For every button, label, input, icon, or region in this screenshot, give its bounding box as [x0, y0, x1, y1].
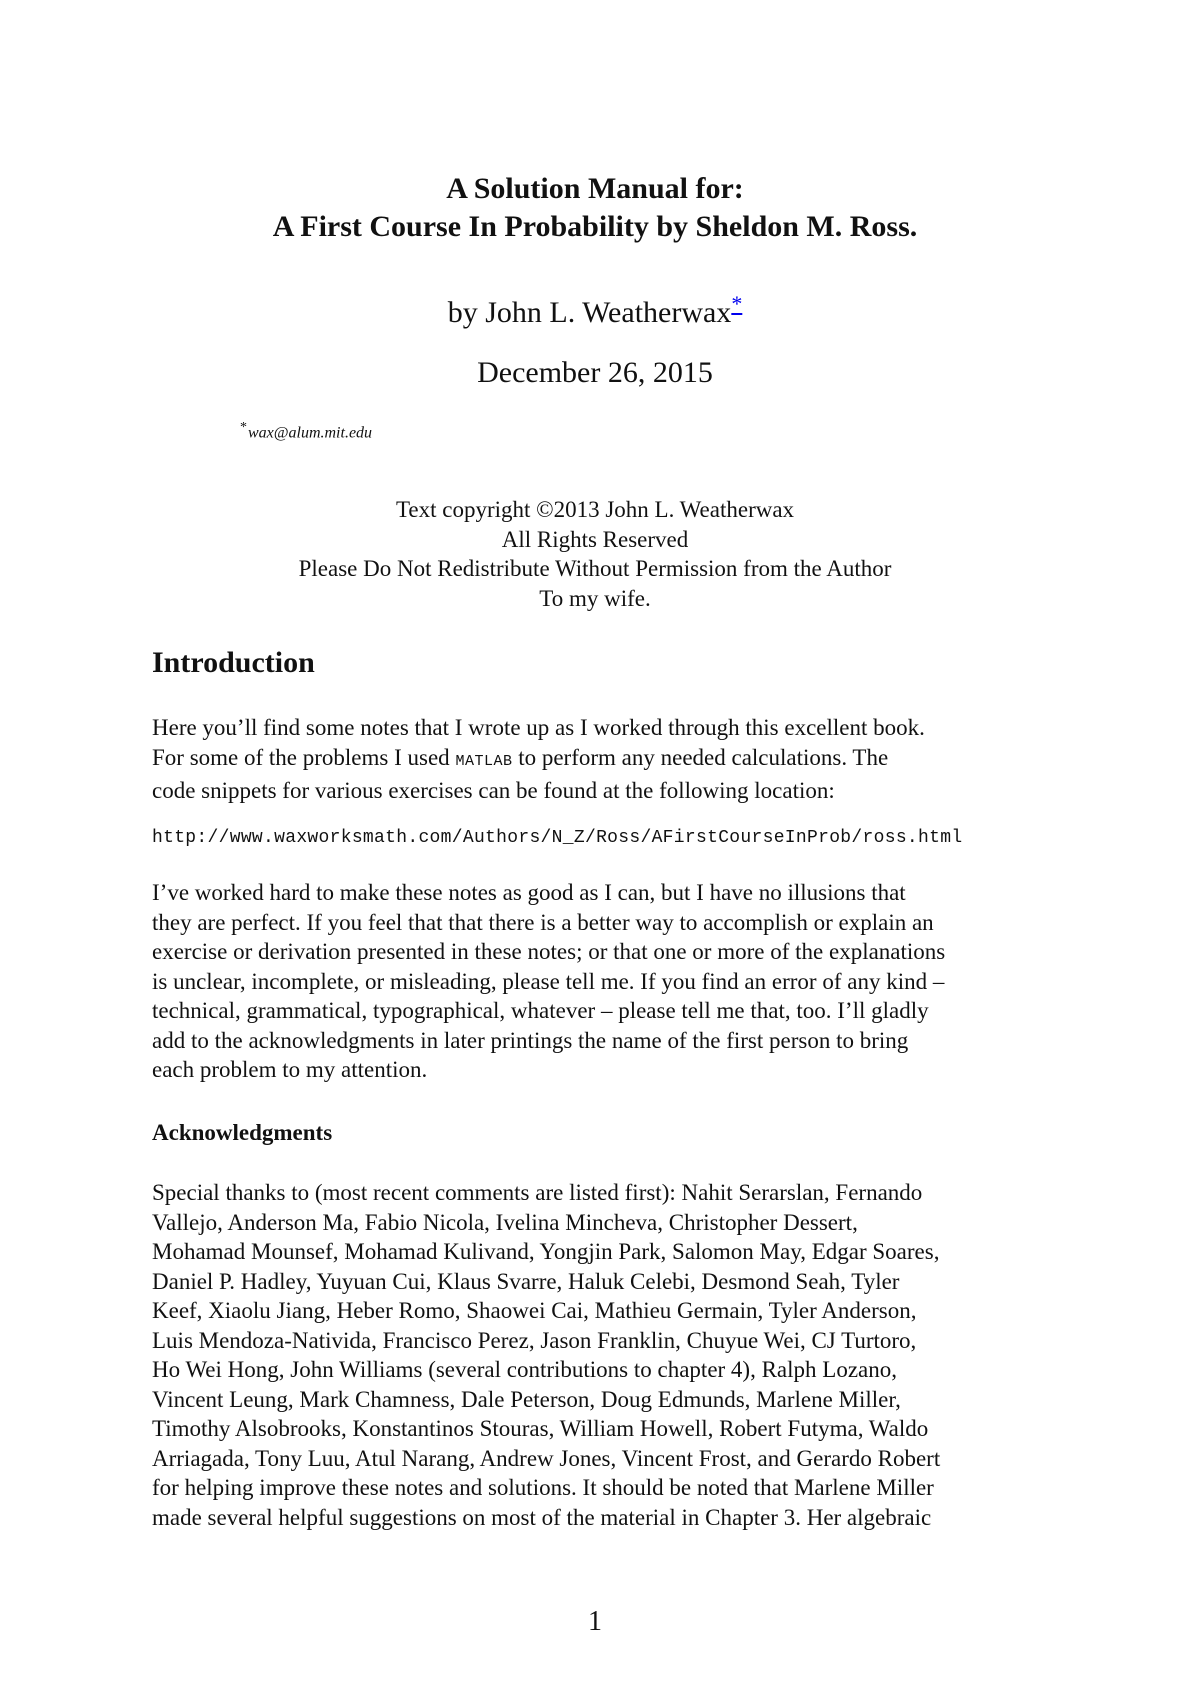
- text-line: add to the acknowledgments in later printings the name of the first person to bring: [152, 1027, 909, 1053]
- code-term: MATLAB: [455, 752, 513, 770]
- subheading-acknowledgments: Acknowledgments: [152, 1120, 333, 1145]
- text-line: they are perfect. If you feel that that there is a better way to accomplish or explain an: [152, 909, 934, 935]
- footnote: [240, 420, 372, 442]
- text-segment: to perform any needed calculations. The: [512, 744, 889, 770]
- footnote-email: wax@alum.mit.edu: [248, 424, 373, 442]
- text-line: Daniel P. Hadley, Yuyuan Cui, Klaus Svarre, Haluk Celebi, Desmond Seah, Tyler: [152, 1268, 900, 1294]
- text-line: I’ve worked hard to make these notes as good as I can, but I have no illusions that: [152, 880, 906, 905]
- title-block: [0, 170, 1190, 246]
- document-date: December 26, 2015: [477, 356, 713, 389]
- text-line: Here you’ll find some notes that I wrote up as I worked through this excellent book.: [152, 715, 925, 740]
- title-line-1: A Solution Manual for:: [446, 172, 744, 205]
- copyright-line-3: Please Do Not Redistribute Without Permission from the Author: [298, 556, 892, 581]
- text-line: Luis Mendoza-Nativida, Francisco Perez, Jason Franklin, Chuyue Wei, CJ Turtoro,: [152, 1327, 917, 1353]
- text-line: Ho Wei Hong, John Williams (several contributions to chapter 4), Ralph Lozano,: [152, 1357, 897, 1382]
- text-line: is unclear, incomplete, or misleading, please tell me. If you find an error of any kind –: [152, 968, 945, 994]
- page-number: 1: [588, 1606, 602, 1637]
- introduction-paragraph-2: [152, 878, 1052, 1085]
- copyright-line-2: All Rights Reserved: [501, 526, 689, 552]
- text-line: Special thanks to (most recent comments are listed first): Nahit Serarslan, Fernando: [152, 1180, 923, 1205]
- copyright-line-1: Text copyright ©2013 John L. Weatherwax: [395, 497, 795, 522]
- footnote-link[interactable]: *: [731, 291, 743, 316]
- code-url[interactable]: http://www.waxworksmath.com/Authors/N_Z/Ross/AFirstCourseInProb/ross.html: [152, 828, 963, 848]
- text-line: exercise or derivation presented in these notes; or that one or more of the explanations: [152, 939, 946, 964]
- copyright-block: [0, 495, 1190, 613]
- footnote-mark: *: [240, 420, 247, 435]
- author-line: [0, 286, 1190, 331]
- title-line-2: A First Course In Probability by Sheldon M. Ross.: [272, 210, 918, 243]
- acknowledgments-paragraph: [152, 1178, 1052, 1532]
- text-line: [152, 743, 1052, 777]
- text-line: Timothy Alsobrooks, Konstantinos Stouras, William Howell, Robert Futyma, Waldo: [152, 1416, 929, 1441]
- author-name: by John L. Weatherwax: [447, 296, 732, 329]
- text-line: Vincent Leung, Mark Chamness, Dale Peterson, Doug Edmunds, Marlene Miller,: [152, 1386, 901, 1412]
- text-line: each problem to my attention.: [152, 1057, 428, 1082]
- introduction-paragraph-1: [152, 713, 1052, 806]
- dedication-line: To my wife.: [539, 585, 651, 611]
- section-heading-introduction: Introduction: [152, 646, 315, 679]
- text-line: technical, grammatical, typographical, whatever – please tell me that, too. I’ll gladly: [152, 998, 929, 1023]
- text-line: for helping improve these notes and solutions. It should be noted that Marlene Miller: [152, 1475, 934, 1500]
- text-segment: For some of the problems I used: [152, 744, 456, 770]
- text-line: Keef, Xiaolu Jiang, Heber Romo, Shaowei Cai, Mathieu Germain, Tyler Anderson,: [152, 1298, 917, 1323]
- text-line: made several helpful suggestions on most of the material in Chapter 3. Her algebraic: [152, 1504, 932, 1530]
- text-line: code snippets for various exercises can be found at the following location:: [152, 778, 835, 803]
- text-line: Arriagada, Tony Luu, Atul Narang, Andrew Jones, Vincent Frost, and Gerardo Robert: [152, 1445, 941, 1471]
- text-line: Mohamad Mounsef, Mohamad Kulivand, Yongjin Park, Salomon May, Edgar Soares,: [152, 1239, 940, 1264]
- text-line: Vallejo, Anderson Ma, Fabio Nicola, Ivelina Mincheva, Christopher Dessert,: [152, 1209, 858, 1235]
